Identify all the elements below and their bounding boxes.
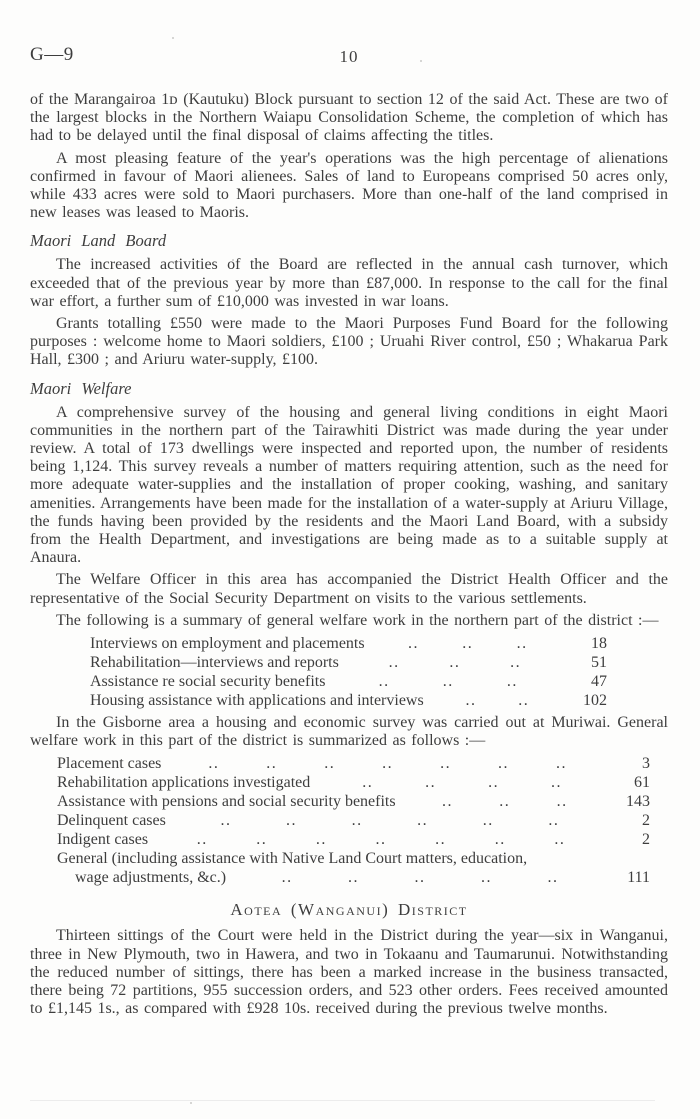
summary-label: Assistance re social security benefits bbox=[90, 673, 326, 691]
leader-dot-group: .. bbox=[482, 812, 494, 830]
leader-dot-group: .. bbox=[547, 869, 559, 887]
summary-value: 51 bbox=[591, 654, 607, 672]
leader-dot-group: .. bbox=[449, 654, 461, 672]
summary-row-continued bbox=[57, 868, 650, 887]
leader-dot-group: .. bbox=[425, 774, 437, 792]
summary-row bbox=[57, 754, 650, 773]
leader-dot-group: .. bbox=[494, 831, 506, 849]
leader-dot-group: .. bbox=[220, 812, 232, 830]
leader-dot-group: .. bbox=[196, 831, 208, 849]
leader-dot-group: .. bbox=[281, 869, 293, 887]
section-heading-aotea-district: Aotea (Wanganui) District bbox=[230, 900, 468, 920]
leader-dot-group: .. bbox=[351, 812, 363, 830]
paragraph-gisborne-survey: In the Gisborne area a housing and economic survey was carried out at Muriwai. General welfare work in this part of the district is summarized as follows :— bbox=[30, 714, 668, 750]
summary-value: 3 bbox=[642, 755, 650, 773]
leader-dots bbox=[161, 754, 614, 773]
paragraph-court-sittings: Thirteen sittings of the Court were held in the District during the year—six in Wanganui, three in New Plymouth, two in Hawera, and two in Tokaanu and Taumarunui. Notwithstanding the reduced number of sittings, there has been a marked increase in the business transacted, there being 72 partitions, 955 succession orders, and 523 other orders. Fees received amounted to £1,145 1s., as compared with £928 10s. received during the previous twelve months. bbox=[30, 927, 668, 1018]
summary-value: 2 bbox=[642, 831, 650, 849]
leader-dot-group: .. bbox=[462, 635, 474, 653]
bottom-rule bbox=[30, 1100, 655, 1101]
summary-value: 111 bbox=[627, 869, 650, 887]
leader-dot-group: .. bbox=[417, 812, 429, 830]
leader-dots bbox=[339, 653, 571, 672]
leader-dot-group: .. bbox=[499, 793, 511, 811]
leader-dot-group: .. bbox=[362, 774, 374, 792]
summary-label: General (including assistance with Native Land Court matters, education, bbox=[57, 850, 528, 868]
summary-label: Interviews on employment and placements bbox=[90, 635, 365, 653]
leader-dot-group: .. bbox=[208, 755, 220, 773]
leader-dot-group: .. bbox=[435, 831, 447, 849]
leader-dot-group: .. bbox=[510, 654, 522, 672]
summary-value: 61 bbox=[634, 774, 650, 792]
leader-dot-group: .. bbox=[440, 755, 452, 773]
leader-dot-group: .. bbox=[488, 774, 500, 792]
paragraph-northern-summary-intro: The following is a summary of general welfare work in the northern part of the district :— bbox=[56, 611, 659, 629]
leader-dot-group: .. bbox=[286, 812, 298, 830]
page-number: 10 bbox=[339, 47, 359, 66]
paragraph-grants: Grants totalling £550 were made to the Maori Purposes Fund Board for the following purposes : welcome home to Maori soldiers, £100 ; Uruahi River control, £50 ; Whakarua Park Hall, £300 ; and Ariuru water-supply, £100. bbox=[30, 315, 668, 369]
leader-dot-group: .. bbox=[388, 654, 400, 672]
summary-row bbox=[90, 672, 607, 691]
paragraph-welfare-officer: The Welfare Officer in this area has accompanied the District Health Officer and the representative of the Social Security Department on visits to the various settlements. bbox=[30, 571, 668, 607]
summary-label: Indigent cases bbox=[57, 831, 149, 849]
leader-dots bbox=[325, 672, 571, 691]
leader-dot-group: .. bbox=[324, 755, 336, 773]
leader-dot-group: .. bbox=[266, 755, 278, 773]
summary-label: Rehabilitation—interviews and reports bbox=[90, 654, 339, 672]
summary-row bbox=[57, 773, 650, 792]
document-reference: G—9 bbox=[30, 44, 74, 65]
leader-dot-group: .. bbox=[506, 673, 518, 691]
leader-dots bbox=[166, 811, 614, 830]
summary-label: Placement cases bbox=[57, 755, 162, 773]
summary-label: Delinquent cases bbox=[57, 812, 166, 830]
paragraph-cash-turnover: The increased activities of the Board are reflected in the annual cash turnover, which exceeded that of the previous year by more than £87,000. In response to the call for the final war effort, a further sum of £10,000 was invested in war loans. bbox=[30, 256, 668, 310]
leader-dots bbox=[396, 792, 614, 811]
summary-row bbox=[90, 653, 607, 672]
leader-dot-group: .. bbox=[548, 812, 560, 830]
summary-row bbox=[90, 691, 607, 710]
scan-artifact-dot bbox=[420, 60, 422, 62]
leader-dot-group: .. bbox=[375, 831, 387, 849]
summary-row bbox=[57, 811, 650, 830]
welfare-summary-list-gisborne bbox=[30, 754, 650, 887]
summary-value: 2 bbox=[642, 812, 650, 830]
leader-dot-group: .. bbox=[554, 831, 566, 849]
summary-row bbox=[57, 849, 650, 868]
leader-dots bbox=[365, 634, 571, 653]
summary-label: Assistance with pensions and social security benefits bbox=[57, 793, 396, 811]
summary-row bbox=[90, 634, 607, 653]
leader-dots bbox=[148, 830, 614, 849]
leader-dot-group: .. bbox=[414, 869, 426, 887]
leader-dots bbox=[310, 773, 614, 792]
leader-dot-group: .. bbox=[407, 635, 419, 653]
leader-dots bbox=[226, 868, 614, 887]
summary-value: 47 bbox=[591, 673, 607, 691]
summary-value: 143 bbox=[626, 793, 650, 811]
summary-label: Housing assistance with applications and interviews bbox=[90, 692, 424, 710]
leader-dots bbox=[424, 691, 571, 710]
leader-dot-group: .. bbox=[551, 774, 563, 792]
leader-dot-group: .. bbox=[348, 869, 360, 887]
scan-artifact-dot bbox=[172, 37, 174, 39]
summary-row bbox=[57, 792, 650, 811]
summary-value: 18 bbox=[591, 635, 607, 653]
summary-label: wage adjustments, &c.) bbox=[75, 869, 227, 887]
leader-dot-group: .. bbox=[442, 673, 454, 691]
paragraph-alienations: A most pleasing feature of the year's operations was the high percentage of alienations confirmed in favour of Maori alienees. Sales of land to Europeans comprised 50 acres only, while 433 acres were sold to Maori purchasers. More than one-half of the land comprised in new leases was leased to Maoris. bbox=[30, 149, 668, 222]
summary-row bbox=[57, 830, 650, 849]
summary-label: Rehabilitation applications investigated bbox=[57, 774, 311, 792]
leader-dot-group: .. bbox=[256, 831, 268, 849]
leader-dot-group: .. bbox=[516, 635, 528, 653]
leader-dot-group: .. bbox=[465, 692, 477, 710]
leader-dot-group: .. bbox=[481, 869, 493, 887]
scan-artifact-dot bbox=[190, 1102, 192, 1104]
leader-dot-group: .. bbox=[382, 755, 394, 773]
leader-dot-group: .. bbox=[441, 793, 453, 811]
leader-dot-group: .. bbox=[378, 673, 390, 691]
paragraph-housing-survey: A comprehensive survey of the housing and general living conditions in eight Maori communities in the northern part of the Tairawhiti District was made during the year under review. A total of 173 dwellings were inspected and reported upon, the number of residents being 1,124. This survey reveals a number of matters requiring attention, such as the need for more adequate water-supplies and the installation of proper cooking, washing, and sanitary amenities. Arrangements have been made for the installation of a water-supply at Ariuru Village, the funds having been provided by the residents and the Maori Land Board, with a subsidy from the Health Department, and investigations are being made as to a suitable supply at Anaura. bbox=[30, 403, 668, 567]
page-header bbox=[30, 46, 668, 70]
leader-dot-group: .. bbox=[315, 831, 327, 849]
summary-value: 102 bbox=[583, 692, 607, 710]
section-heading-maori-welfare: Maori Welfare bbox=[30, 378, 132, 398]
leader-dot-group: .. bbox=[556, 793, 568, 811]
section-heading-maori-land-board: Maori Land Board bbox=[30, 231, 167, 251]
leader-dot-group: .. bbox=[518, 692, 530, 710]
leader-dot-group: .. bbox=[555, 755, 567, 773]
welfare-summary-list-northern bbox=[30, 634, 607, 710]
leader-dot-group: .. bbox=[498, 755, 510, 773]
scan-artifact-dot bbox=[232, 259, 234, 261]
paragraph-block-intro: of the Marangairoa 1ᴅ (Kautuku) Block pursuant to section 12 of the said Act. These are two of the largest blocks in the Northern Waiapu Consolidation Scheme, the completion of which has had to be delayed until the final disposal of claims affecting the titles. bbox=[30, 91, 668, 145]
